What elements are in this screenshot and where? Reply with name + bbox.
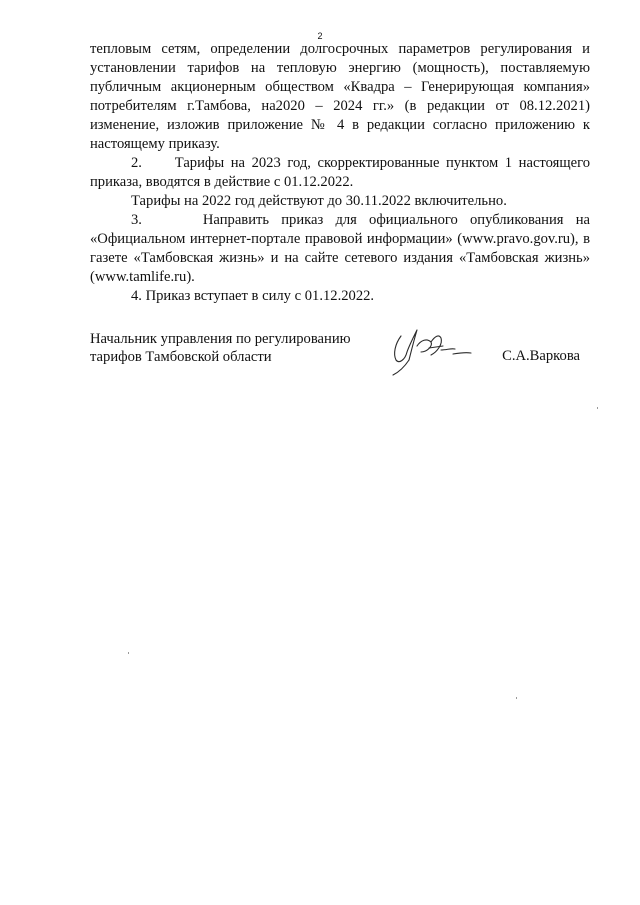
page-number: 2 [317, 31, 323, 41]
scan-artifact [516, 697, 517, 699]
signer-position [90, 330, 351, 366]
paragraph-item-4: 4. Приказ вступает в силу с 01.12.2022. [131, 288, 375, 304]
scan-artifact [597, 407, 598, 409]
paragraph-tariffs-2022: Тарифы на 2022 год действуют до 30.11.2022 включительно. [131, 193, 507, 209]
document-body [90, 40, 590, 306]
signer-position-line-1: Начальник управления по регулированию [90, 331, 351, 347]
signer-position-line-2: тарифов Тамбовской области [90, 349, 272, 365]
paragraph-item-3: 3. Направить приказ для официального опубликования на «Официальном интернет-портале правовой информации» (www.pravo.gov.ru), в газете «Тамбовская жизнь» и на сайте сетевого издания «Тамбовская жизнь» (www.tamlife.ru). [90, 212, 590, 285]
handwritten-signature [387, 322, 477, 378]
paragraph-item-2: 2. Тарифы на 2023 год, скорректированные пунктом 1 настоящего приказа, вводятся в действие с 01.12.2022. [90, 155, 590, 190]
signature-block [90, 330, 590, 390]
signer-name: С.А.Варкова [502, 348, 580, 364]
scan-artifact [128, 652, 129, 654]
paragraph-continuation: тепловым сетям, определении долгосрочных параметров регулирования и установлении тарифов на тепловую энергию (мощность), поставляемую публичным акционерным обществом «Квадра – Генерирующая компания» потребителям г.Тамбова, на2020 – 2024 гг.» (в редакции от 08.12.2021) изменение, изложив приложение № 4 в редакции согласно приложению к настоящему приказу. [90, 41, 590, 152]
